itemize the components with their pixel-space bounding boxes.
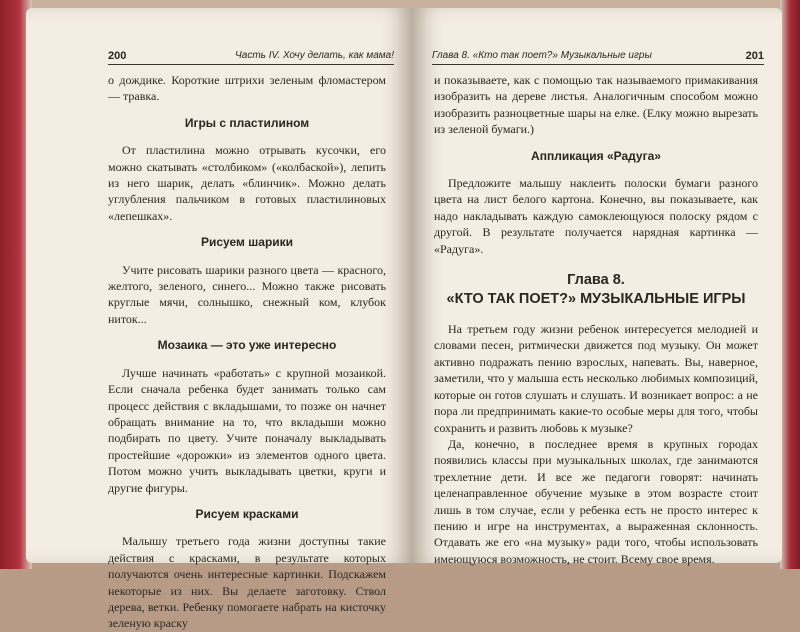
book-cover-right bbox=[780, 0, 800, 569]
header-rule bbox=[432, 64, 764, 65]
right-page bbox=[412, 8, 782, 566]
chapter-number: Глава 8. bbox=[567, 272, 625, 289]
paragraph: и показываете, как с помощью так называемого примакивания изобразить на дереве листья. Аналогичным способом можно изобразить разноцветные шары на елке. (Елку можно вырезать из зеленой бумаги.) bbox=[434, 73, 758, 137]
section-heading: Мозаика — это уже интересно bbox=[157, 338, 337, 353]
paragraph: От пластилина можно отрывать кусочки, его можно скатывать «столбиком» («колбаской»), лепить из него шарик, делать «блинчик». Можно делать углубления пальчиком в готовых пластилиновых «лепешках». bbox=[108, 143, 386, 223]
paragraph: о дождике. Короткие штрихи зеленым фломастером — травка. bbox=[108, 73, 386, 104]
running-head: Глава 8. «Кто так поет?» Музыкальные игры bbox=[432, 50, 652, 61]
chapter-name: «КТО ТАК ПОЕТ?» МУЗЫКАЛЬНЫЕ ИГРЫ bbox=[446, 291, 746, 308]
paragraph: Да, конечно, в последнее время в крупных городах появились классы при музыкальных школах, где занимаются трехлетние дети. И все же педагоги говорят: начинать целенаправленное обучение музыке в этом возрасте стоит лишь в том случае, если у ребенка есть не просто интерес к пению и игре на инструментах, а выраженная склонность. Отдавать же его «на музыку» ради того, чтобы использовать имеющуюся возможность, не стоит. Всему свое время. bbox=[434, 436, 758, 566]
left-page-body bbox=[108, 72, 386, 632]
paragraph: Предложите малышу наклеить полоски бумаги разного цвета на лист белого картона. Конечно, вы показываете, как надо накладывать каждую самоклеющуюся полоску рядом с другой. В результате получается нарядная картинка — «Радуга». bbox=[434, 176, 758, 256]
section-heading: Аппликация «Радуга» bbox=[531, 148, 661, 163]
paragraph: На третьем году жизни ребенок интересуется мелодией и словами песен, ритмически движется под музыку. Он может активно подражать пению взрослых, напевать. Вы, наверное, заметили, что у малыша есть несколько любимых композиций, которые он готов слушать и слушать. И возникает вопрос: а не пора ли предпринимать какие-то особые меры для того, чтобы сохранить и развить любовь к музыке? bbox=[434, 322, 758, 435]
section-heading: Рисуем красками bbox=[195, 506, 299, 521]
running-head: Часть IV. Хочу делать, как мама! bbox=[235, 50, 394, 61]
section-heading: Рисуем шарики bbox=[200, 235, 294, 250]
section-heading: Игры с пластилином bbox=[184, 115, 310, 130]
page-number: 200 bbox=[108, 50, 127, 62]
left-page bbox=[26, 8, 412, 631]
right-page-body bbox=[434, 72, 758, 567]
paragraph: Лучше начинать «работать» с крупной мозаикой. Если сначала ребенка будет занимать только сам процесс действия с вкладышами, то позже он начнет обращать внимание на то, что вкладыши можно подбирать по цвету. Учите поначалу выкладывать простейшие «дорожки» из элементов одного цвета. Потом можно учить выкладывать цветки, круги и другие фигуры. bbox=[108, 365, 386, 495]
chapter-title bbox=[434, 271, 758, 309]
paragraph: Учите рисовать шарики разного цвета — красного, желтого, зеленого, синего... Можно также рисовать круглые мячи, солнышко, снежный ком, клубок ниток... bbox=[108, 262, 386, 326]
paragraph: Малышу третьего года жизни доступны такие действия с красками, в результате которых получаются очень интересные картинки. Подскажем некоторые из них. Вы делаете заготовку. Ствол дерева, ветки. Ребенку помогаете набрать на кисточку зеленую краску bbox=[108, 534, 386, 631]
header-rule bbox=[108, 64, 394, 65]
page-number: 201 bbox=[745, 50, 764, 62]
